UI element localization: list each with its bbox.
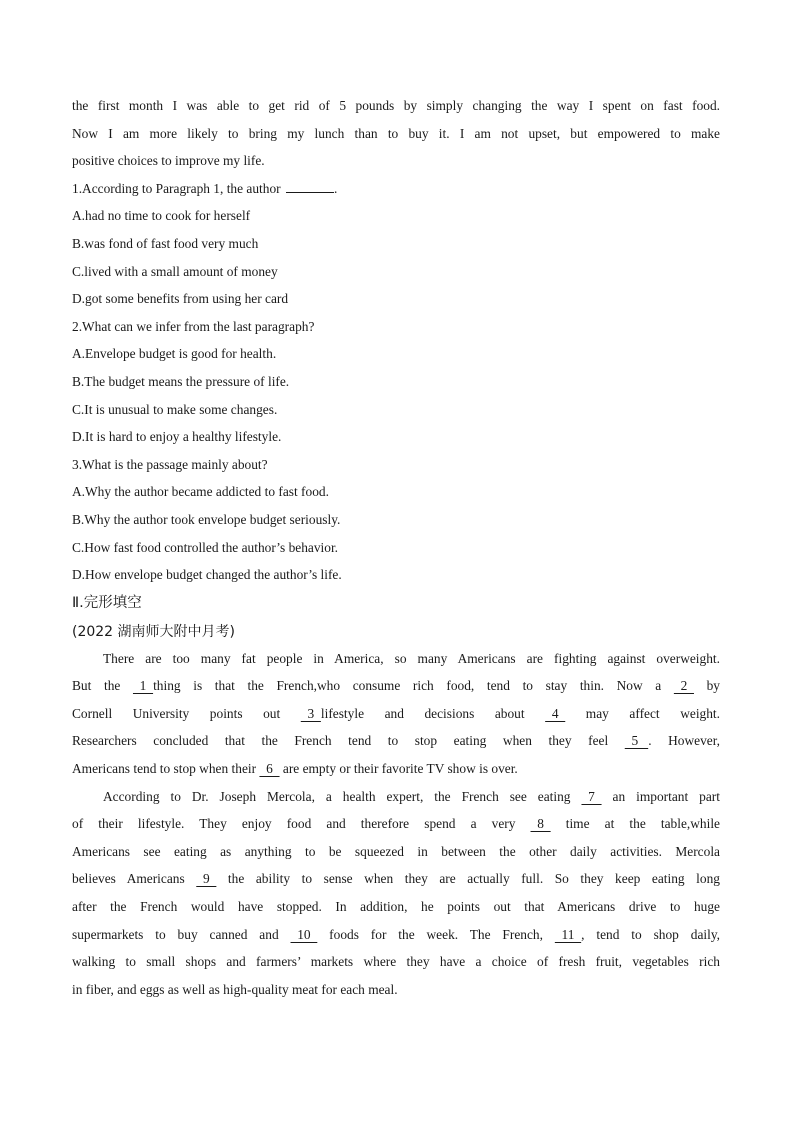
- section-title: Ⅱ.完形填空: [72, 594, 142, 611]
- passage-line: [72, 92, 720, 120]
- blank-7: 7: [581, 788, 602, 804]
- section-source: (2022 湖南师大附中月考): [72, 623, 236, 640]
- option-c: C.It is unusual to make some changes.: [72, 401, 278, 417]
- cloze-text: Americans tend to stop when their: [72, 761, 260, 777]
- option-c: C.lived with a small amount of money: [72, 263, 278, 279]
- option-a: A.Envelope budget is good for health.: [72, 346, 277, 362]
- blank-6: 6: [259, 761, 280, 777]
- option-d: D.How envelope budget changed the author’s life.: [72, 567, 342, 583]
- cloze-line: [72, 700, 720, 728]
- cloze-text: . However,: [648, 733, 720, 749]
- cloze-text: an important part: [601, 788, 720, 804]
- cloze-text: believes Americans: [72, 871, 197, 887]
- option-a: A.had no time to cook for herself: [72, 208, 251, 224]
- cloze-text: are empty or their favorite TV show is over.: [279, 761, 518, 777]
- cloze-text: the ability to sense when they are actually full. So they keep eating long: [216, 871, 720, 887]
- blank-2: 2: [673, 678, 694, 694]
- cloze-text: Americans see eating as anything to be squeezed in between the other daily activities. Mercola: [72, 843, 720, 859]
- passage-line: [72, 147, 720, 175]
- question-text: 1.According to Paragraph 1, the author: [72, 180, 281, 196]
- answer-blank: [286, 180, 334, 193]
- option-b: B.Why the author took envelope budget seriously.: [72, 511, 341, 527]
- cloze-line: [72, 755, 720, 783]
- option-b: B.was fond of fast food very much: [72, 235, 259, 251]
- cloze-line: [72, 976, 720, 1004]
- cloze-text: walking to small shops and farmers’ markets where they have a choice of fresh fruit, vegetables rich: [72, 954, 720, 970]
- blank-8: 8: [530, 816, 551, 832]
- blank-3: 3: [300, 705, 321, 721]
- blank-9: 9: [196, 871, 217, 887]
- cloze-text: thing is that the French,who consume rich food, tend to stay thin. Now a: [153, 678, 674, 694]
- cloze-line: [72, 783, 720, 811]
- cloze-text: But the: [72, 678, 133, 694]
- cloze-text: According to Dr. Joseph Mercola, a health expert, the French see eating: [103, 788, 582, 804]
- blank-10: 10: [290, 926, 318, 942]
- cloze-line: [72, 727, 720, 755]
- option-a: A.Why the author became addicted to fast food.: [72, 484, 329, 500]
- cloze-line: [72, 672, 720, 700]
- cloze-line: [72, 948, 720, 976]
- question-text-end: .: [333, 180, 338, 196]
- passage-text: the first month I was able to get rid of 5 pounds by simply changing the way I spent on fast food.: [72, 98, 720, 113]
- cloze-text: after the French would have stopped. In addition, he points out that Americans drive to huge: [72, 899, 720, 915]
- option-c: C.How fast food controlled the author’s behavior.: [72, 539, 339, 555]
- cloze-line: [72, 893, 720, 921]
- question-stem: 3.What is the passage mainly about?: [72, 456, 268, 472]
- cloze-text: in fiber, and eggs as well as high-quality meat for each meal.: [72, 981, 398, 997]
- cloze-text: supermarkets to buy canned and: [72, 926, 291, 942]
- cloze-line: [72, 838, 720, 866]
- cloze-text: may affect weight.: [565, 705, 720, 721]
- cloze-text: lifestyle and decisions about: [320, 705, 546, 721]
- option-d: D.It is hard to enjoy a healthy lifestyle.: [72, 429, 282, 445]
- cloze-paragraph-1: [72, 645, 720, 783]
- blank-1: 1: [132, 678, 154, 694]
- cloze-text: foods for the week. The French,: [317, 926, 555, 942]
- cloze-text: , tend to shop daily,: [581, 926, 720, 942]
- question-stem: [72, 175, 720, 203]
- passage-text: Now I am more likely to bring my lunch than to buy it. I am not upset, but empowered to make: [72, 125, 720, 141]
- passage-text: positive choices to improve my life.: [72, 153, 265, 169]
- option-b: B.The budget means the pressure of life.: [72, 373, 290, 389]
- passage-line: [72, 120, 720, 148]
- cloze-text: Researchers concluded that the French tend to stop eating when they feel: [72, 733, 625, 749]
- cloze-text: by: [693, 678, 720, 694]
- blank-11: 11: [554, 926, 582, 942]
- cloze-line: [72, 865, 720, 893]
- question-stem: 2.What can we infer from the last paragraph?: [72, 318, 315, 334]
- option-d: D.got some benefits from using her card: [72, 291, 289, 307]
- page-content: [72, 92, 720, 1003]
- blank-5: 5: [624, 733, 649, 749]
- blank-4: 4: [545, 705, 566, 721]
- cloze-text: There are too many fat people in America, so many Americans are fighting against overweight.: [103, 650, 720, 666]
- cloze-line: [72, 645, 720, 673]
- cloze-text: of their lifestyle. They enjoy food and therefore spend a very: [72, 816, 531, 832]
- cloze-line: [72, 921, 720, 949]
- cloze-line: [72, 810, 720, 838]
- cloze-text: Cornell University points out: [72, 705, 301, 721]
- cloze-paragraph-2: [72, 783, 720, 1004]
- cloze-text: time at the table,while: [550, 816, 720, 832]
